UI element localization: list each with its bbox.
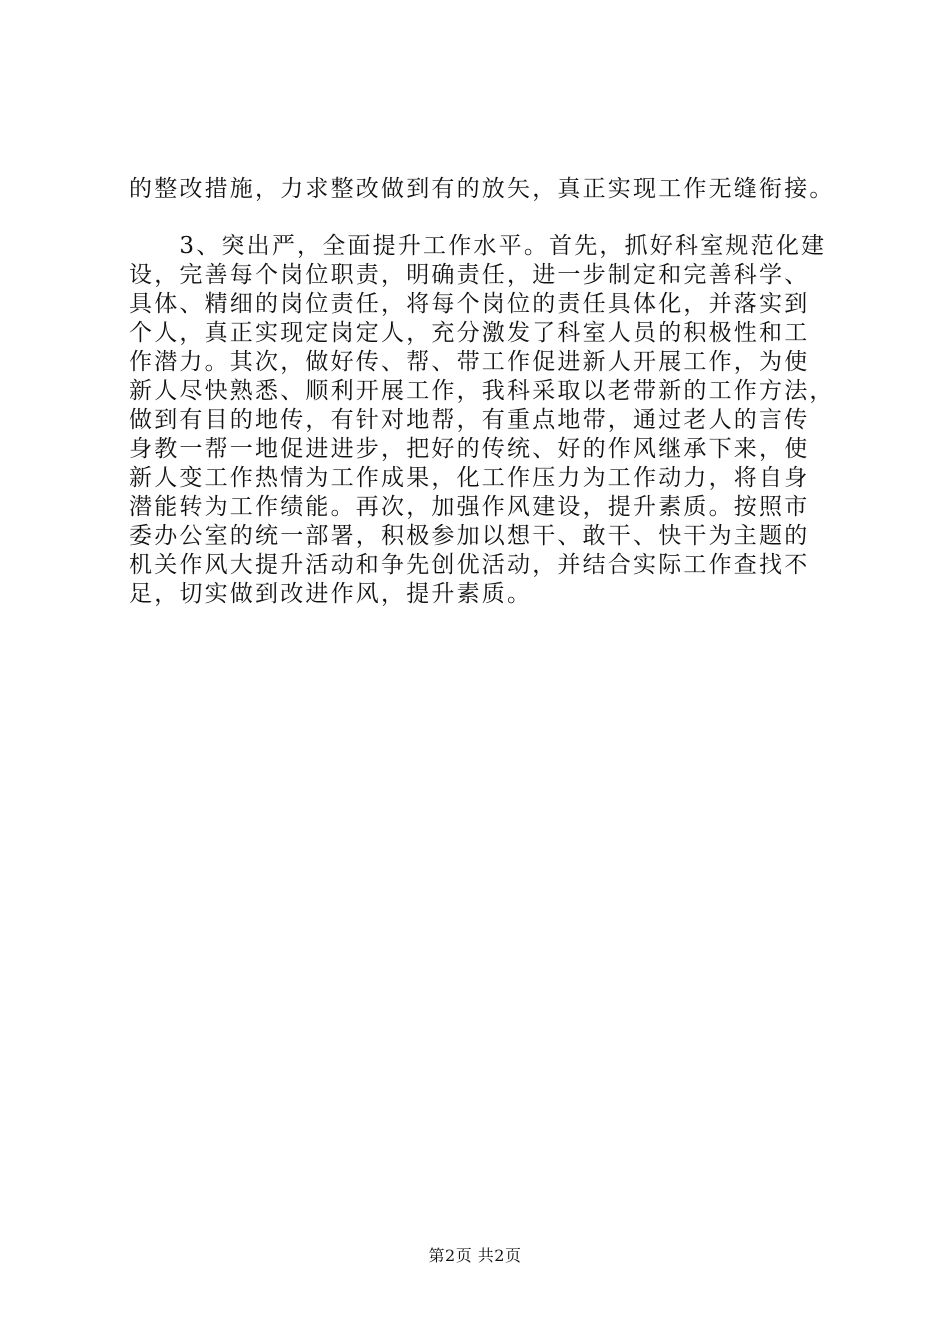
text-line: 个人，真正实现定岗定人，充分激发了科室人员的积极性和工 bbox=[129, 320, 810, 346]
text-line: 新人尽快熟悉、顺利开展工作，我科采取以老带新的工作方法， bbox=[129, 378, 835, 404]
page-number-label: 第2页 共2页 bbox=[428, 1246, 522, 1265]
text-line: 作潜力。其次，做好传、帮、带工作促进新人开展工作，为使 bbox=[129, 349, 810, 375]
text-line: 机关作风大提升活动和争先创优活动，并结合实际工作查找不 bbox=[129, 552, 810, 578]
text-line: 潜能转为工作绩能。再次，加强作风建设，提升素质。按照市 bbox=[129, 494, 810, 520]
text-line: 3、突出严，全面提升工作水平。首先，抓好科室规范化建 bbox=[129, 233, 827, 259]
text-line: 具体、精细的岗位责任，将每个岗位的责任具体化，并落实到 bbox=[129, 291, 810, 317]
text-line: 委办公室的统一部署，积极参加以想干、敢干、快干为主题的 bbox=[129, 523, 810, 549]
page-footer bbox=[0, 1243, 950, 1266]
text-line: 身教一帮一地促进进步，把好的传统、好的作风继承下来，使 bbox=[129, 436, 810, 462]
paragraph-1 bbox=[129, 175, 849, 204]
text-line: 新人变工作热情为工作成果，化工作压力为工作动力，将自身 bbox=[129, 465, 810, 491]
text-line: 做到有目的地传，有针对地帮，有重点地带，通过老人的言传 bbox=[129, 407, 810, 433]
paragraph-2 bbox=[129, 232, 849, 609]
paragraph-spacer bbox=[129, 204, 849, 232]
document-body bbox=[129, 175, 849, 609]
text-line: 足，切实做到改进作风，提升素质。 bbox=[129, 581, 533, 607]
text-line: 设，完善每个岗位职责，明确责任，进一步制定和完善科学、 bbox=[129, 262, 810, 288]
text-line: 的整改措施，力求整改做到有的放矢，真正实现工作无缝衔接。 bbox=[129, 176, 835, 202]
